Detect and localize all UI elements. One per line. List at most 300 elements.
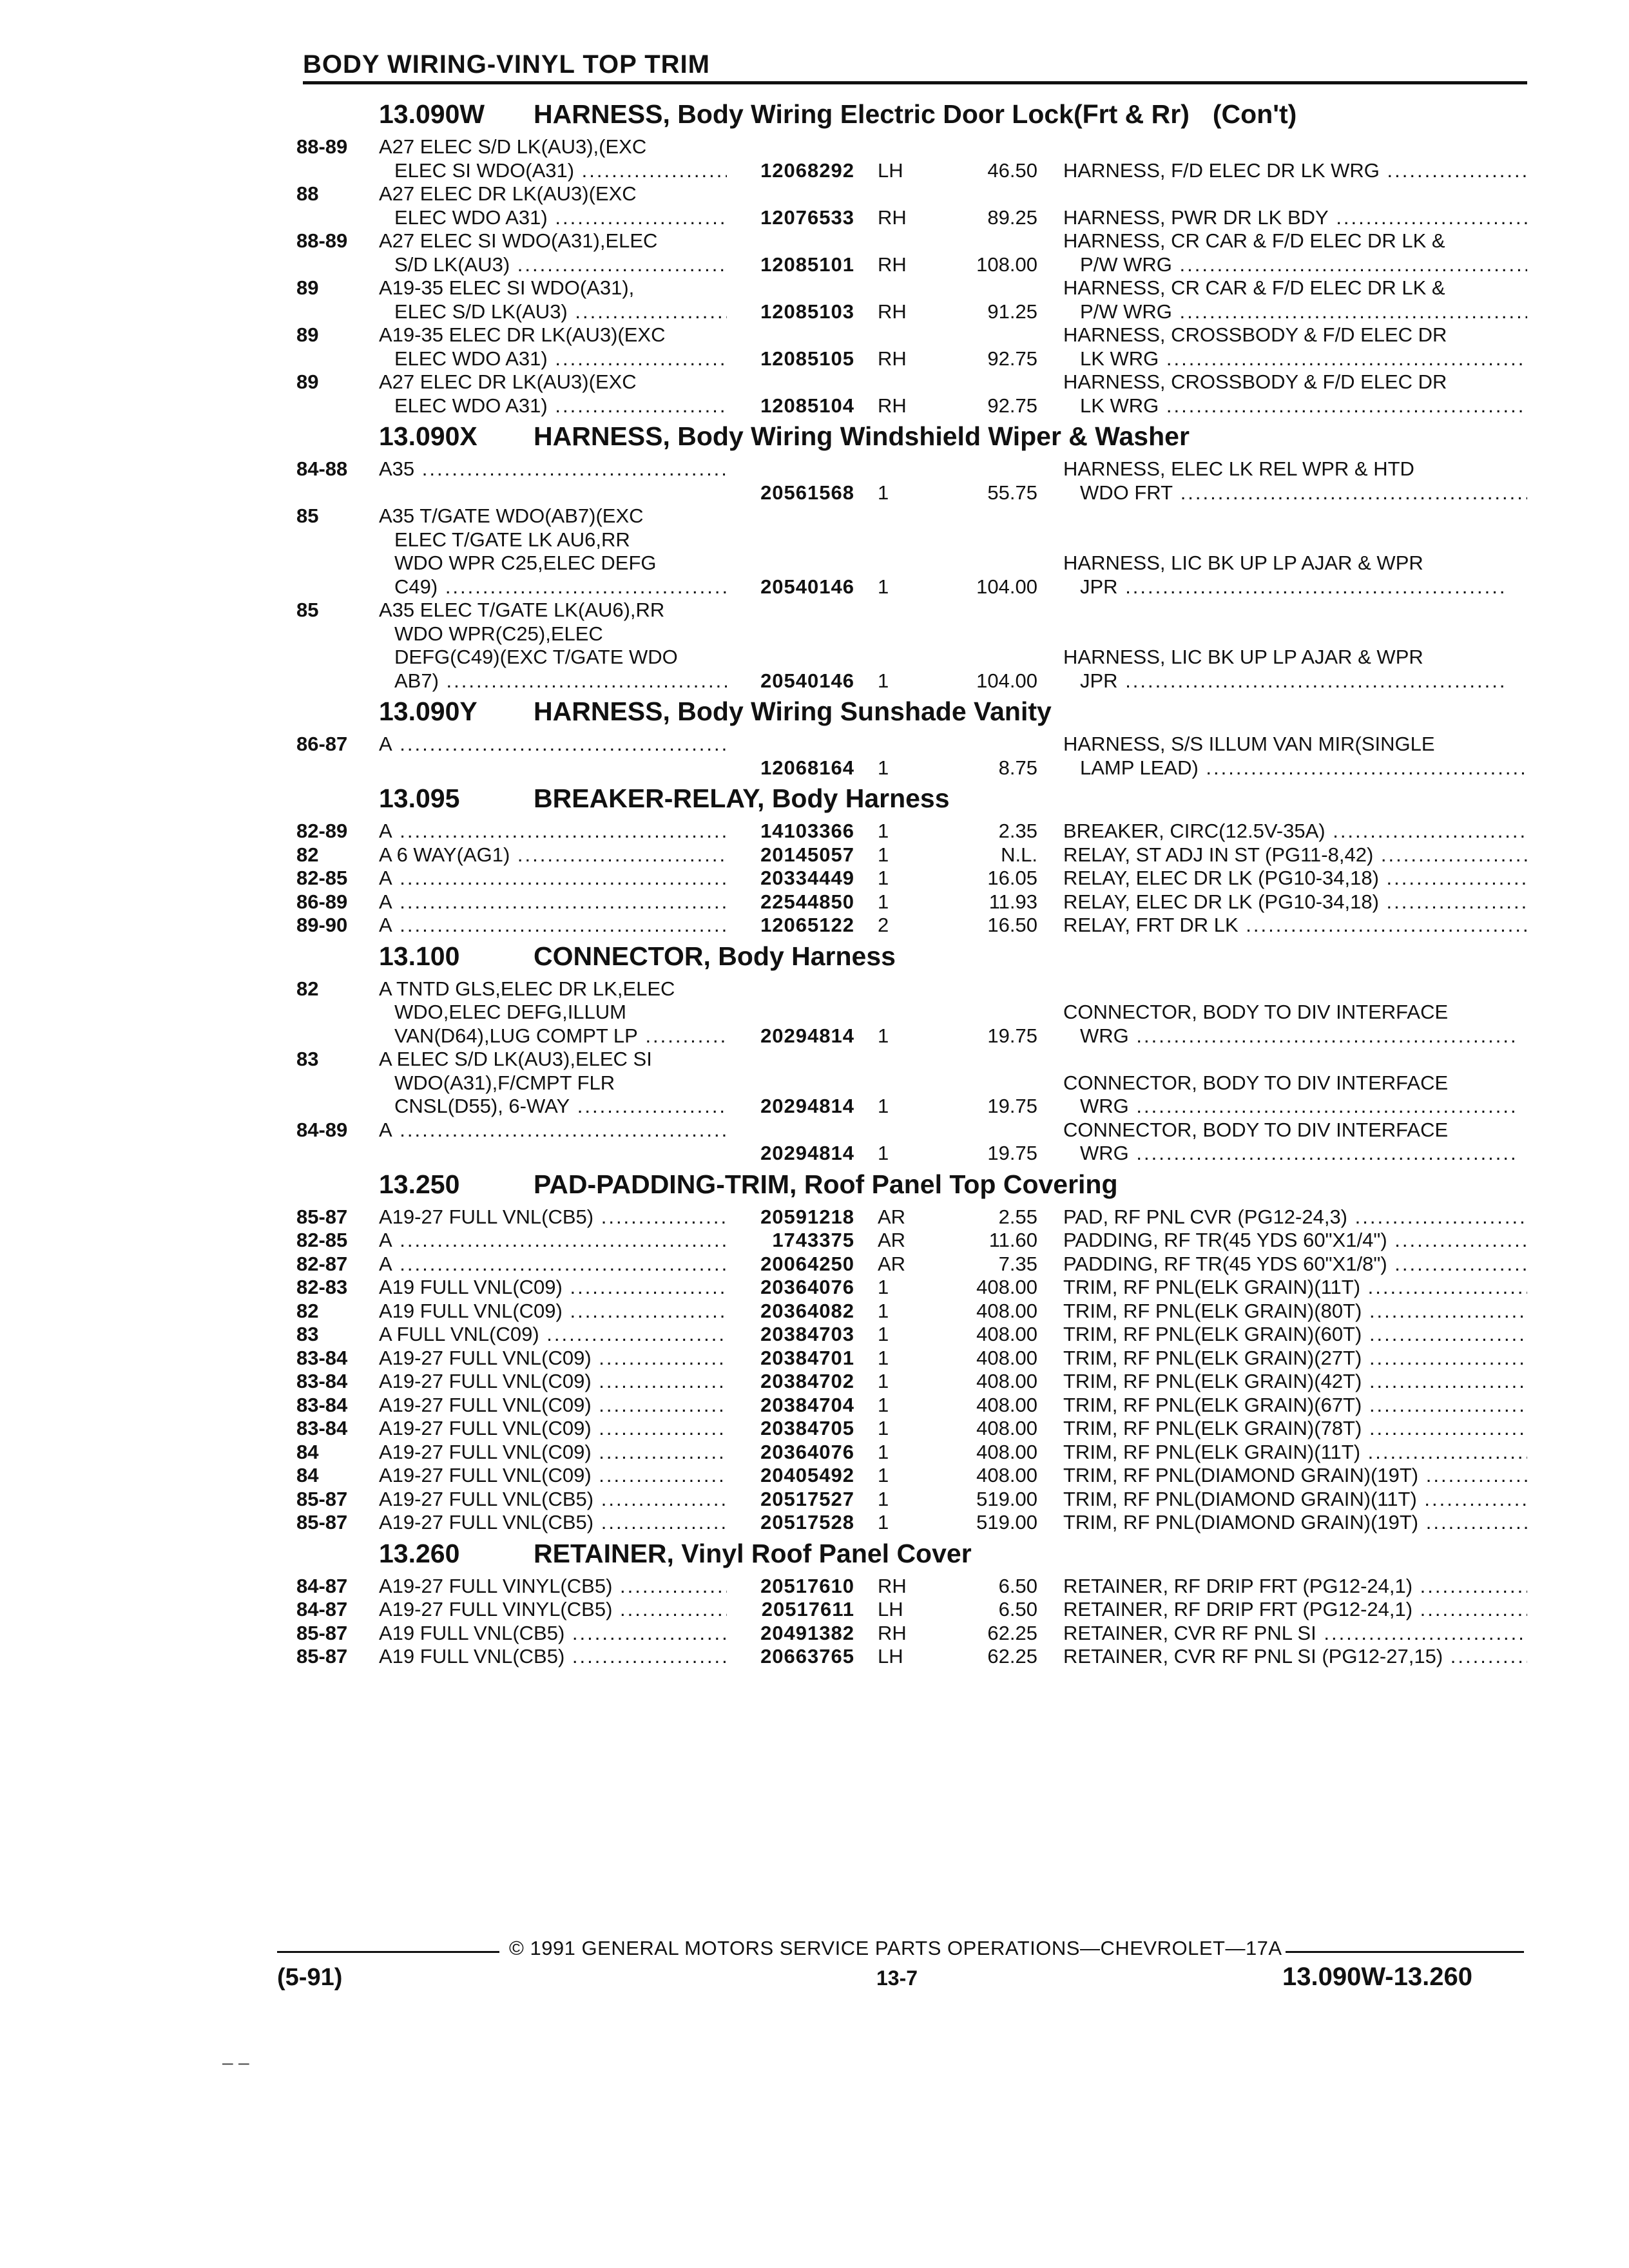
part-entry: [296, 1048, 1534, 1119]
description-line: JPR .....: [1063, 575, 1527, 599]
quantity: 1: [878, 1487, 889, 1510]
part-number: 12068164: [760, 756, 854, 779]
price: 408.00: [976, 1393, 1037, 1416]
part-entry: [296, 867, 1534, 890]
application-line: A .....: [379, 820, 727, 843]
description: [1063, 229, 1527, 276]
application-line: A19 FULL VNL(CB5) .....: [379, 1645, 727, 1669]
price: 408.00: [976, 1370, 1037, 1392]
section-heading: [296, 693, 1534, 733]
price: 408.00: [976, 1464, 1037, 1486]
application-line: AB7) .....: [379, 669, 727, 693]
part-number: 20294814: [760, 1095, 854, 1117]
quantity: 1: [878, 1393, 889, 1416]
application: [379, 1417, 727, 1441]
part-entry: [296, 1645, 1534, 1669]
description-line: PADDING, RF TR(45 YDS 60"X1/8") .....: [1063, 1253, 1527, 1276]
application: [379, 1464, 727, 1488]
application-line: A19-35 ELEC DR LK(AU3)(EXC: [379, 323, 666, 346]
part-entry: [296, 1276, 1534, 1300]
quantity: 1: [878, 843, 889, 866]
part-entry: [296, 1622, 1534, 1646]
stray-mark: – –: [222, 2052, 249, 2073]
application: [379, 1441, 727, 1465]
part-entry: [296, 505, 1534, 599]
price: 408.00: [976, 1299, 1037, 1322]
model-years: 83-84: [296, 1346, 348, 1369]
application: [379, 276, 727, 323]
application-line: A19-27 FULL VNL(CB5) .....: [379, 1511, 727, 1535]
application: [379, 1323, 727, 1347]
description: [1063, 1370, 1527, 1394]
quantity: 1: [878, 756, 889, 779]
model-years: 89: [296, 323, 319, 346]
application: [379, 323, 727, 370]
catalog-section: [296, 693, 1534, 780]
model-years: 85: [296, 505, 319, 527]
description-line: TRIM, RF PNL(DIAMOND GRAIN)(19T) .....: [1063, 1511, 1527, 1535]
description-line: P/W WRG .....: [1063, 300, 1527, 324]
part-number: 12085104: [760, 394, 854, 417]
part-number: 20517611: [761, 1598, 854, 1620]
description-line: HARNESS, S/S ILLUM VAN MIR(SINGLE: [1063, 733, 1435, 755]
quantity: 1: [878, 1095, 889, 1117]
model-years: 84-87: [296, 1598, 348, 1620]
application-line: A FULL VNL(C09) .....: [379, 1323, 727, 1347]
catalog-section: [296, 1535, 1534, 1669]
price: 19.75: [987, 1095, 1037, 1117]
part-entry: [296, 1417, 1534, 1441]
quantity: AR: [878, 1205, 906, 1228]
part-number: 20517528: [760, 1511, 854, 1533]
part-entry: [296, 1323, 1534, 1347]
description: [1063, 457, 1527, 505]
application: [379, 1206, 727, 1229]
application-line: VAN(D64),LUG COMPT LP .....: [379, 1024, 727, 1048]
quantity: 1: [878, 867, 889, 889]
part-number: 20517527: [760, 1487, 854, 1510]
application-line: A .....: [379, 1229, 727, 1253]
description: [1063, 646, 1527, 693]
description-line: CONNECTOR, BODY TO DIV INTERFACE: [1063, 1118, 1449, 1141]
description-line: TRIM, RF PNL(ELK GRAIN)(80T) .....: [1063, 1300, 1527, 1323]
description-line: RETAINER, RF DRIP FRT (PG12-24,1) .....: [1063, 1575, 1527, 1599]
description: [1063, 552, 1527, 599]
model-years: 82: [296, 977, 319, 1000]
model-years: 85-87: [296, 1511, 348, 1533]
part-number: 12076533: [760, 206, 854, 229]
model-years: 89: [296, 276, 319, 299]
section-heading: [296, 95, 1534, 135]
part-entry: [296, 1347, 1534, 1370]
footer-copyright: © 1991 GENERAL MOTORS SERVICE PARTS OPERATIONS—CHEVROLET—17A: [509, 1937, 1282, 1959]
model-years: 84-87: [296, 1574, 348, 1597]
application: [379, 1488, 727, 1512]
price: 2.55: [998, 1205, 1037, 1228]
application: [379, 1347, 727, 1370]
application-line: WDO(A31),F/CMPT FLR: [394, 1071, 615, 1094]
application-line: A .....: [379, 1119, 727, 1142]
application: [379, 457, 727, 505]
section-title: CONNECTOR, Body Harness: [534, 941, 896, 971]
description-line: WRG .....: [1063, 1095, 1527, 1119]
catalog-section: [296, 418, 1534, 693]
description-line: HARNESS, F/D ELEC DR LK WRG .....: [1063, 159, 1527, 183]
parts-catalog: [296, 95, 1534, 1669]
model-years: 88: [296, 182, 319, 205]
application-line: A19-27 FULL VNL(C09) .....: [379, 1370, 727, 1394]
model-years: 89: [296, 370, 319, 393]
quantity: 1: [878, 1464, 889, 1486]
footer-rule-right: [1286, 1951, 1524, 1953]
application-line: A .....: [379, 890, 727, 914]
description: [1063, 890, 1527, 914]
description: [1063, 1206, 1527, 1229]
quantity: 1: [878, 1440, 889, 1463]
application: [379, 505, 727, 599]
model-years: 88-89: [296, 229, 348, 252]
application: [379, 1276, 727, 1300]
description: [1063, 276, 1527, 323]
quantity: RH: [878, 253, 907, 276]
application-line: ELEC T/GATE LK AU6,RR: [394, 528, 630, 551]
quantity: 1: [878, 890, 889, 913]
description: [1063, 323, 1527, 370]
description: [1063, 1347, 1527, 1370]
model-years: 83-84: [296, 1393, 348, 1416]
application: [379, 229, 727, 276]
part-number: 20540146: [760, 669, 854, 692]
part-number: 20364082: [760, 1299, 854, 1322]
page-title: BODY WIRING-VINYL TOP TRIM: [303, 50, 710, 79]
description-line: BREAKER, CIRC(12.5V-35A) .....: [1063, 820, 1527, 843]
quantity: LH: [878, 159, 903, 182]
part-entry: [296, 1575, 1534, 1599]
description-line: P/W WRG .....: [1063, 253, 1527, 277]
quantity: RH: [878, 1574, 907, 1597]
model-years: 82-89: [296, 820, 348, 842]
price: 19.75: [987, 1142, 1037, 1164]
application: [379, 1229, 727, 1253]
application-line: A19 FULL VNL(C09) .....: [379, 1276, 727, 1300]
description: [1063, 1511, 1527, 1535]
catalog-section: [296, 1166, 1534, 1535]
part-entry: [296, 733, 1534, 780]
application: [379, 370, 727, 418]
part-entry: [296, 1370, 1534, 1394]
model-years: 82: [296, 843, 319, 866]
description: [1063, 914, 1527, 937]
part-entry: [296, 1119, 1534, 1166]
part-entry: [296, 323, 1534, 370]
quantity: AR: [878, 1252, 906, 1275]
application-line: A19-27 FULL VNL(C09) .....: [379, 1441, 727, 1465]
model-years: 88-89: [296, 135, 348, 158]
section-heading: [296, 1535, 1534, 1575]
application-line: A ELEC S/D LK(AU3),ELEC SI: [379, 1048, 652, 1070]
description: [1063, 1622, 1527, 1646]
model-years: 85-87: [296, 1205, 348, 1228]
quantity: AR: [878, 1229, 906, 1251]
part-number: 20364076: [760, 1276, 854, 1298]
model-years: 85-87: [296, 1645, 348, 1667]
quantity: RH: [878, 394, 907, 417]
application: [379, 1598, 727, 1622]
application: [379, 1370, 727, 1394]
section-number: 13.100: [379, 941, 460, 971]
application: [379, 1048, 727, 1119]
footer-rule-left: [277, 1951, 499, 1953]
model-years: 84: [296, 1464, 319, 1486]
application-line: WDO WPR(C25),ELEC: [394, 622, 603, 645]
part-number: 20405492: [760, 1464, 854, 1486]
model-years: 86-89: [296, 890, 348, 913]
description-line: HARNESS, CR CAR & F/D ELEC DR LK &: [1063, 229, 1445, 252]
part-entry: [296, 843, 1534, 867]
application-line: A35 T/GATE WDO(AB7)(EXC: [379, 505, 644, 527]
description-line: TRIM, RF PNL(DIAMOND GRAIN)(11T) .....: [1063, 1488, 1527, 1512]
price: 104.00: [976, 575, 1037, 598]
quantity: 1: [878, 575, 889, 598]
description: [1063, 1464, 1527, 1488]
application: [379, 182, 727, 229]
description-line: WRG .....: [1063, 1024, 1527, 1048]
footer-date: (5-91): [277, 1964, 343, 1991]
price: 19.75: [987, 1024, 1037, 1047]
part-entry: [296, 820, 1534, 843]
description-line: LK WRG .....: [1063, 394, 1527, 418]
catalog-section: [296, 937, 1534, 1166]
quantity: 1: [878, 1346, 889, 1369]
section-number: 13.260: [379, 1538, 460, 1568]
part-entry: [296, 1253, 1534, 1276]
section-number: 13.090X: [379, 421, 477, 451]
application: [379, 1253, 727, 1276]
application-line: ELEC S/D LK(AU3) .....: [379, 300, 727, 324]
description-line: WDO FRT .....: [1063, 481, 1527, 505]
part-number: 20384702: [760, 1370, 854, 1392]
description-line: HARNESS, CROSSBODY & F/D ELEC DR: [1063, 370, 1447, 393]
description-line: RELAY, ELEC DR LK (PG10-34,18) .....: [1063, 890, 1527, 914]
application-line: A19-27 FULL VNL(CB5) .....: [379, 1488, 727, 1512]
description-line: TRIM, RF PNL(ELK GRAIN)(11T) .....: [1063, 1276, 1527, 1300]
catalog-section: [296, 95, 1534, 418]
application-line: A35 ELEC T/GATE LK(AU6),RR: [379, 599, 665, 621]
description-line: HARNESS, LIC BK UP LP AJAR & WPR: [1063, 552, 1423, 574]
application-line: ELEC WDO A31) .....: [379, 394, 727, 418]
description: [1063, 1575, 1527, 1599]
description-line: TRIM, RF PNL(ELK GRAIN)(42T) .....: [1063, 1370, 1527, 1394]
application-line: ELEC SI WDO(A31) .....: [379, 159, 727, 183]
part-number: 20145057: [760, 843, 854, 866]
application: [379, 820, 727, 843]
price: 6.50: [998, 1598, 1037, 1620]
price: 11.60: [988, 1229, 1037, 1251]
description-line: CONNECTOR, BODY TO DIV INTERFACE: [1063, 1071, 1449, 1094]
quantity: 1: [878, 1142, 889, 1164]
description-line: JPR .....: [1063, 669, 1527, 693]
price: 16.50: [987, 914, 1037, 936]
price: 92.75: [987, 347, 1037, 370]
section-title: BREAKER-RELAY, Body Harness: [534, 783, 950, 813]
description-line: PAD, RF PNL CVR (PG12-24,3) .....: [1063, 1206, 1527, 1229]
model-years: 83: [296, 1048, 319, 1070]
part-entry: [296, 1598, 1534, 1622]
application-line: A .....: [379, 867, 727, 890]
description-line: LK WRG .....: [1063, 347, 1527, 371]
application-line: A .....: [379, 914, 727, 937]
part-number: 1743375: [772, 1229, 854, 1251]
quantity: 1: [878, 1417, 889, 1439]
application-line: WDO,ELEC DEFG,ILLUM: [394, 1001, 626, 1023]
part-entry: [296, 1464, 1534, 1488]
part-entry: [296, 599, 1534, 693]
application-line: A27 ELEC S/D LK(AU3),(EXC: [379, 135, 647, 158]
model-years: 84: [296, 1440, 319, 1463]
description-line: HARNESS, CR CAR & F/D ELEC DR LK &: [1063, 276, 1445, 299]
application: [379, 599, 727, 693]
quantity: 1: [878, 1276, 889, 1298]
application-line: S/D LK(AU3) .....: [379, 253, 727, 277]
description: [1063, 1072, 1527, 1119]
quantity: 1: [878, 1024, 889, 1047]
application: [379, 890, 727, 914]
description-line: CONNECTOR, BODY TO DIV INTERFACE: [1063, 1001, 1449, 1023]
application: [379, 1511, 727, 1535]
price: 6.50: [998, 1574, 1037, 1597]
model-years: 85-87: [296, 1621, 348, 1644]
price: 2.35: [998, 820, 1037, 842]
price: 408.00: [976, 1276, 1037, 1298]
quantity: 1: [878, 820, 889, 842]
application-line: DEFG(C49)(EXC T/GATE WDO: [394, 646, 678, 668]
part-entry: [296, 1229, 1534, 1253]
part-number: 20663765: [760, 1645, 854, 1667]
application-line: A TNTD GLS,ELEC DR LK,ELEC: [379, 977, 675, 1000]
description: [1063, 1229, 1527, 1253]
application: [379, 843, 727, 867]
part-entry: [296, 914, 1534, 937]
application-line: A19 FULL VNL(CB5) .....: [379, 1622, 727, 1646]
description: [1063, 1300, 1527, 1323]
description-line: RETAINER, CVR RF PNL SI .....: [1063, 1622, 1527, 1646]
section-heading: [296, 418, 1534, 457]
application-line: WDO WPR C25,ELEC DEFG: [394, 552, 657, 574]
quantity: RH: [878, 206, 907, 229]
quantity: 1: [878, 1299, 889, 1322]
description-line: TRIM, RF PNL(ELK GRAIN)(27T) .....: [1063, 1347, 1527, 1370]
application: [379, 1300, 727, 1323]
part-entry: [296, 1441, 1534, 1465]
part-entry: [296, 1300, 1534, 1323]
quantity: 1: [878, 1323, 889, 1345]
application-line: A19-27 FULL VNL(C09) .....: [379, 1347, 727, 1370]
part-number: 20540146: [760, 575, 854, 598]
part-number: 20491382: [760, 1621, 854, 1644]
application: [379, 1394, 727, 1418]
application-line: A27 ELEC DR LK(AU3)(EXC: [379, 370, 637, 393]
price: 92.75: [987, 394, 1037, 417]
description: [1063, 1253, 1527, 1276]
price: 91.25: [987, 300, 1037, 323]
description-line: RELAY, ELEC DR LK (PG10-34,18) .....: [1063, 867, 1527, 890]
application: [379, 977, 727, 1048]
quantity: LH: [878, 1645, 903, 1667]
description: [1063, 1441, 1527, 1465]
section-number: 13.090Y: [379, 697, 477, 726]
quantity: 1: [878, 481, 889, 504]
part-entry: [296, 135, 1534, 182]
model-years: 83-84: [296, 1417, 348, 1439]
part-number: 20561568: [760, 481, 854, 504]
part-number: 12065122: [760, 914, 854, 936]
description-line: WRG .....: [1063, 1142, 1527, 1166]
part-entry: [296, 1511, 1534, 1535]
model-years: 82-85: [296, 1229, 348, 1251]
part-number: 12068292: [760, 159, 854, 182]
description-line: TRIM, RF PNL(ELK GRAIN)(78T) .....: [1063, 1417, 1527, 1441]
model-years: 82-83: [296, 1276, 348, 1298]
price: 7.35: [998, 1252, 1037, 1275]
application-line: A19-35 ELEC SI WDO(A31),: [379, 276, 635, 299]
application: [379, 867, 727, 890]
application: [379, 1622, 727, 1646]
price: 519.00: [976, 1487, 1037, 1510]
part-number: 20591218: [760, 1205, 854, 1228]
price: 46.50: [987, 159, 1037, 182]
description-line: TRIM, RF PNL(ELK GRAIN)(60T) .....: [1063, 1323, 1527, 1347]
price: 408.00: [976, 1346, 1037, 1369]
model-years: 85: [296, 599, 319, 621]
price: N.L.: [1001, 843, 1037, 866]
model-years: 82-85: [296, 867, 348, 889]
model-years: 84-88: [296, 457, 348, 480]
quantity: 1: [878, 669, 889, 692]
price: 408.00: [976, 1323, 1037, 1345]
application-line: CNSL(D55), 6-WAY .....: [379, 1095, 727, 1119]
description: [1063, 1488, 1527, 1512]
part-number: 22544850: [760, 890, 854, 913]
description-line: RELAY, FRT DR LK .....: [1063, 914, 1527, 937]
section-heading: [296, 937, 1534, 977]
part-entry: [296, 229, 1534, 276]
description-line: TRIM, RF PNL(DIAMOND GRAIN)(19T) .....: [1063, 1464, 1527, 1488]
model-years: 85-87: [296, 1487, 348, 1510]
section-title: HARNESS, Body Wiring Electric Door Lock(Frt & Rr): [534, 99, 1190, 129]
section-continued-label: (Con't): [1212, 99, 1297, 129]
model-years: 89-90: [296, 914, 348, 936]
description-line: LAMP LEAD) .....: [1063, 756, 1527, 780]
description: [1063, 1394, 1527, 1418]
part-entry: [296, 890, 1534, 914]
application: [379, 1645, 727, 1669]
description: [1063, 370, 1527, 418]
description: [1063, 1417, 1527, 1441]
application-line: ELEC WDO A31) .....: [379, 347, 727, 371]
price: 62.25: [987, 1621, 1037, 1644]
description-line: TRIM, RF PNL(ELK GRAIN)(67T) .....: [1063, 1394, 1527, 1418]
model-years: 86-87: [296, 733, 348, 755]
model-years: 83: [296, 1323, 319, 1345]
description: [1063, 733, 1527, 780]
description: [1063, 867, 1527, 890]
section-title: HARNESS, Body Wiring Sunshade Vanity: [534, 697, 1052, 726]
description: [1063, 1598, 1527, 1622]
application-line: A19-27 FULL VNL(C09) .....: [379, 1394, 727, 1418]
price: 62.25: [987, 1645, 1037, 1667]
application-line: C49) .....: [379, 575, 727, 599]
price: 55.75: [987, 481, 1037, 504]
